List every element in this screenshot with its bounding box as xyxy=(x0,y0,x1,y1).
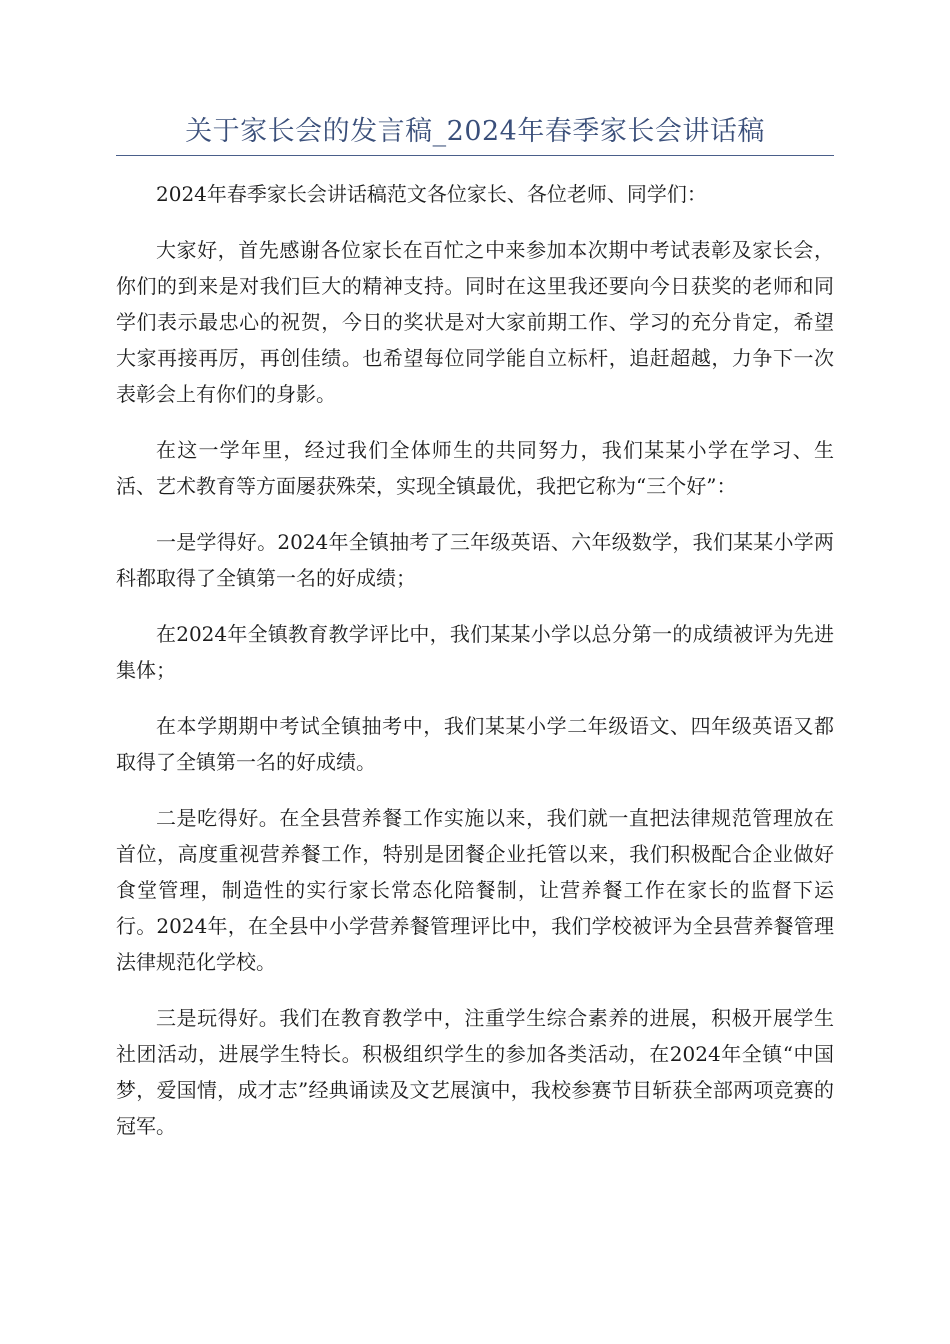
paragraph-midterm: 在本学期期中考试全镇抽考中，我们某某小学二年级语文、四年级英语又都取得了全镇第一名的好成绩。 xyxy=(116,714,834,774)
document-title: 关于家长会的发言稿_2024年春季家长会讲话稿 xyxy=(185,116,765,147)
title-underline xyxy=(116,155,834,156)
paragraph-activities: 三是玩得好。我们在教育教学中，注重学生综合素养的进展，积极开展学生社团活动，进展学生特长。积极组织学生的参加各类活动，在2024年全镇“中国梦，爱国情，成才志”经典诵读及文艺展演中，我校参赛节目斩获全部两项竞赛的冠军。 xyxy=(116,1006,834,1138)
paragraph-achievements: 在这一学年里，经过我们全体师生的共同努力，我们某某小学在学习、生活、艺术教育等方面屡获殊荣，实现全镇最优，我把它称为“三个好”： xyxy=(116,438,834,498)
paragraph-evaluation: 在2024年全镇教育教学评比中，我们某某小学以总分第一的成绩被评为先进集体； xyxy=(116,622,834,682)
paragraph-meals: 二是吃得好。在全县营养餐工作实施以来，我们就一直把法律规范管理放在首位，高度重视营养餐工作，特别是团餐企业托管以来，我们积极配合企业做好食堂管理，制造性的实行家长常态化陪餐制，让营养餐工作在家长的监督下运行。2024年，在全县中小学营养餐管理评比中，我们学校被评为全县营养餐管理法律规范化学校。 xyxy=(116,806,834,974)
paragraph-study: 一是学得好。2024年全镇抽考了三年级英语、六年级数学，我们某某小学两科都取得了全镇第一名的好成绩； xyxy=(116,530,834,590)
paragraph-greeting: 2024年春季家长会讲话稿范文各位家长、各位老师、同学们： xyxy=(156,182,707,206)
document-body xyxy=(116,176,834,1164)
paragraph-welcome: 大家好，首先感谢各位家长在百忙之中来参加本次期中考试表彰及家长会，你们的到来是对我们巨大的精神支持。同时在这里我还要向今日获奖的老师和同学们表示最忠心的祝贺，今日的奖状是对大家前期工作、学习的充分肯定，希望大家再接再厉，再创佳绩。也希望每位同学能自立标杆，追赶超越，力争下一次表彰会上有你们的身影。 xyxy=(116,238,834,406)
